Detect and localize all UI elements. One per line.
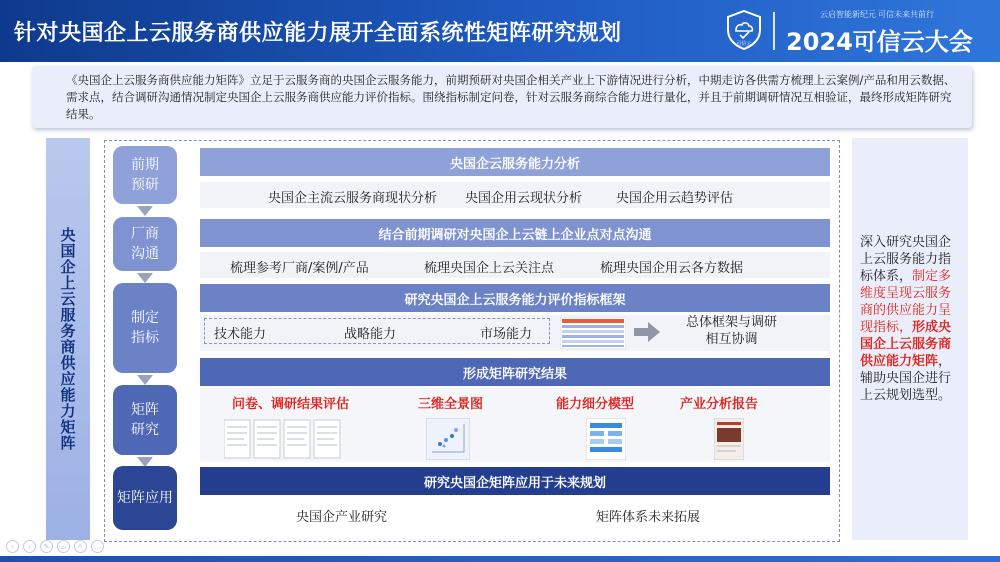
item-strategy-capability: 战略能力 (344, 327, 397, 342)
summary-text-part4: ，辅助央国企进行上云规划选型。 (860, 354, 952, 403)
section-row-future-planning (200, 500, 830, 530)
section-title-indicator-framework: 研究央国企上云服务能力评价指标框架 (200, 284, 830, 312)
section-row-matrix-results (200, 388, 830, 416)
header-divider (773, 12, 775, 50)
toolbar-next-icon[interactable]: › (23, 540, 36, 553)
down-arrow-icon (137, 375, 153, 385)
step-vendor-communication (113, 217, 177, 271)
down-arrow-icon (137, 206, 153, 216)
toolbar-prev-icon[interactable]: ‹ (6, 540, 19, 553)
result-thumbnails (200, 416, 830, 462)
item-reference-vendors: 梳理参考厂商/案例/产品 (230, 261, 369, 276)
title-banner (0, 0, 1000, 62)
step-label: 前期 (131, 157, 159, 173)
toolbar-pen-icon[interactable]: ✎ (40, 540, 53, 553)
industry-report-thumbnail-icon (714, 418, 744, 460)
event-name: 2024可信云大会 (786, 28, 973, 56)
step-label: 制定 (131, 310, 159, 326)
capability-model-thumbnail-icon (586, 418, 626, 460)
page-title: 针对央国企上云服务商供应能力展开全面系统性矩阵研究规划 (14, 21, 622, 46)
down-arrow-icon (137, 273, 153, 283)
matrix-side-label-text: 央国企上云服务商供应能力矩阵 (58, 227, 77, 451)
trusted-cloud-logo-icon (722, 8, 766, 52)
step-label: 矩阵应用 (117, 490, 173, 506)
summary-text-part1: 深入研究央国企上云服务能力指标体系， (860, 235, 952, 284)
tagline-left: 云启智能新纪元 (820, 10, 876, 19)
step-matrix-application (113, 466, 177, 530)
item-matrix-expansion: 矩阵体系未来拓展 (596, 510, 701, 525)
item-usage-data: 梳理央国企用云各方数据 (600, 261, 744, 276)
summary-text-part2: 制定多维度呈现云服务商的供应能力呈现指标， (860, 269, 952, 335)
right-arrow-icon (634, 322, 660, 342)
section-row-indicator-framework (200, 315, 830, 351)
step-label: 预研 (131, 177, 159, 193)
item-vendor-status: 央国企主流云服务商现状分析 (268, 191, 438, 206)
step-label: 研究 (131, 422, 159, 438)
framework-result-line: 总体框架与调研 (686, 315, 778, 330)
matrix-side-label (46, 138, 90, 540)
slide-toolbar (6, 540, 104, 553)
svg-text:可信云: 可信云 (736, 41, 752, 47)
panorama-chart-thumbnail-icon (426, 418, 470, 460)
section-row-cloud-analysis (200, 182, 830, 208)
step-matrix-research (113, 385, 177, 455)
step-label: 矩阵 (131, 402, 159, 418)
item-tech-capability: 技术能力 (214, 327, 267, 342)
framework-result-line: 相互协调 (705, 332, 758, 347)
step-define-indicators (113, 283, 177, 373)
item-survey-evaluation: 问卷、调研结果评估 (232, 397, 350, 412)
item-industry-research: 央国企产业研究 (296, 510, 388, 525)
summary-text-part3: 形成央国企上云服务商供应能力矩阵 (860, 320, 952, 369)
tagline-right: 可信未来共前行 (878, 10, 934, 19)
item-cloud-usage-status: 央国企用云现状分析 (465, 191, 583, 206)
item-market-capability: 市场能力 (480, 327, 533, 342)
section-title-communication: 结合前期调研对央国企上云链上企业点对点沟通 (200, 219, 830, 247)
intro-paragraph: 《央国企上云服务商供应能力矩阵》立足于云服务商的央国企云服务能力，前期预研对央国企相关产业上下游情况进行分析，中期走访各供需方梳理上云案例/产品和用云数据、需求点，结合调研沟通情况制定央国企上云服务商供应能力评价指标。围绕指标制定问卷，针对云服务商综合能力进行量化，并且于前期调研情况互相验证，最终形成矩阵研究结果。 (32, 66, 972, 128)
step-preliminary-research (113, 146, 177, 204)
section-title-cloud-analysis: 央国企云服务能力分析 (200, 148, 830, 176)
toolbar-zoom-icon[interactable]: ⌕ (74, 540, 87, 553)
step-label: 沟通 (131, 246, 159, 262)
item-concerns: 梳理央国企上云关注点 (424, 261, 555, 276)
step-label: 指标 (131, 330, 159, 346)
section-row-communication (200, 252, 830, 278)
framework-table-thumbnail-icon (560, 317, 626, 349)
section-title-matrix-results: 形成矩阵研究结果 (200, 358, 830, 386)
footer-stripe (0, 556, 1000, 562)
toolbar-slides-icon[interactable]: ▭ (57, 540, 70, 553)
item-3d-panorama: 三维全景图 (418, 397, 484, 412)
step-label: 厂商 (131, 226, 159, 242)
item-framework-coordination (686, 314, 777, 348)
item-industry-report: 产业分析报告 (680, 397, 759, 412)
section-title-future-planning: 研究央国企矩阵应用于未来规划 (200, 467, 830, 495)
survey-documents-thumbnail-icon (224, 418, 344, 460)
toolbar-more-icon[interactable]: … (91, 540, 104, 553)
summary-panel (852, 138, 968, 540)
item-cloud-trend: 央国企用云趋势评估 (616, 191, 734, 206)
item-capability-model: 能力细分模型 (556, 397, 635, 412)
